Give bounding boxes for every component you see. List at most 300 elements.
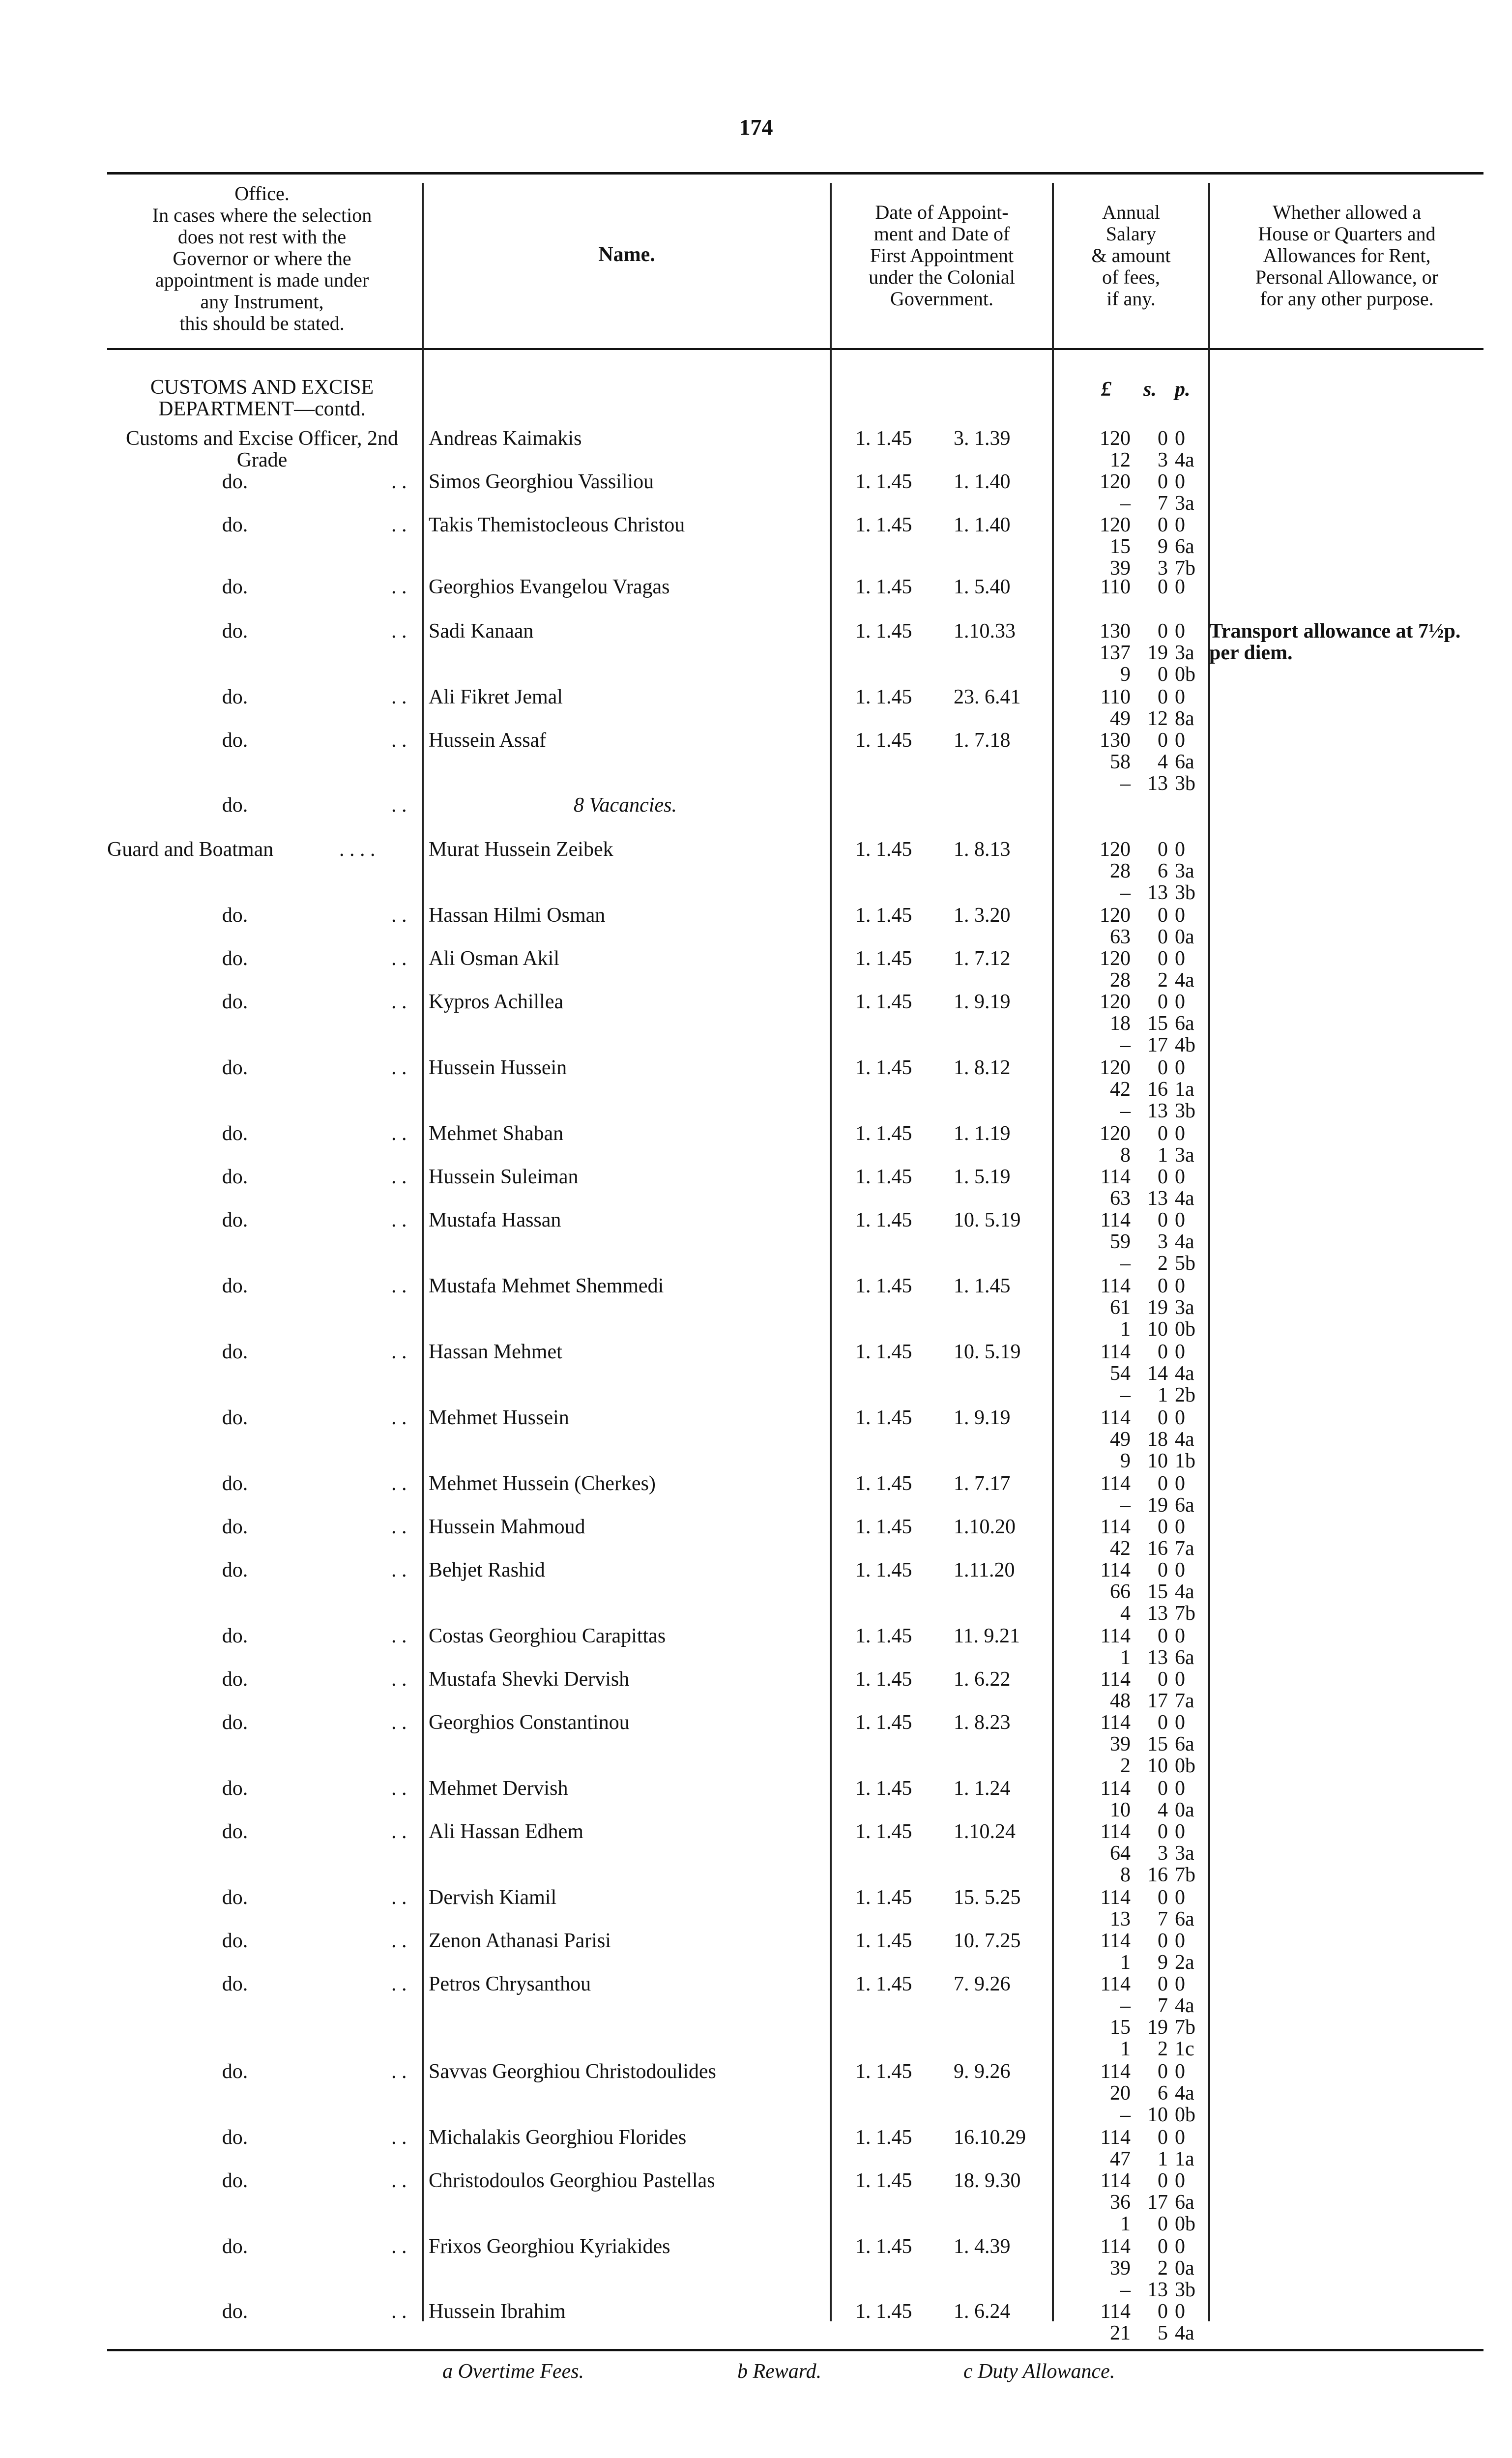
leader-dots: . .	[391, 1472, 407, 1495]
pounds: 15	[1110, 535, 1131, 558]
salary-cell	[1081, 1275, 1209, 1340]
shillings: 14	[1147, 1362, 1168, 1385]
pounds: 114	[1100, 1625, 1131, 1647]
leader-dots: . .	[391, 1275, 407, 1297]
pence: 8a	[1175, 707, 1194, 730]
name-cell: Mehmet Hussein (Cherkes)	[429, 1472, 656, 1495]
salary-line	[1081, 1123, 1209, 1144]
salary-line	[1081, 1887, 1209, 1908]
pence: 0	[1175, 470, 1185, 493]
pence: 0	[1175, 838, 1185, 861]
date-appointment: 1. 1.45	[855, 1516, 912, 1538]
pounds: 48	[1110, 1690, 1131, 1712]
shillings: 0	[1158, 1559, 1168, 1581]
office-cell: do.	[222, 2060, 248, 2083]
leader-dots: . .	[391, 729, 407, 752]
pounds: 66	[1110, 1580, 1131, 1603]
date-first-appointment: 1. 3.20	[954, 904, 1011, 927]
pence: 7a	[1175, 1690, 1194, 1712]
pence: 0b	[1175, 1318, 1195, 1341]
salary-line	[1081, 428, 1209, 449]
pence: 6a	[1175, 2191, 1194, 2214]
office-cell: do.	[222, 1886, 248, 1909]
salary-cell	[1081, 905, 1209, 948]
leader-dots: . .	[391, 2300, 407, 2323]
office-cell: do.	[222, 1209, 248, 1231]
pence: 4a	[1175, 1187, 1194, 1210]
shillings: 6	[1158, 2082, 1168, 2105]
pence: 0	[1175, 1625, 1185, 1647]
salary-line	[1081, 839, 1209, 860]
pounds: 114	[1100, 1406, 1131, 1429]
salary-line	[1081, 1864, 1209, 1886]
name-cell: Mustafa Shevki Dervish	[429, 1668, 630, 1691]
salary-line	[1081, 1079, 1209, 1100]
office-cell: do.	[222, 1820, 248, 1843]
header-name: Name.	[598, 243, 655, 266]
date-appointment: 1. 1.45	[855, 1056, 912, 1079]
office-cell: do.	[222, 576, 248, 598]
pounds: 114	[1100, 1559, 1131, 1581]
name-cell: Ali Fikret Jemal	[429, 686, 563, 708]
shillings: 13	[1147, 881, 1168, 904]
date-first-appointment: 18. 9.30	[954, 2169, 1021, 2192]
pounds: 114	[1100, 1341, 1131, 1363]
pence: 0	[1175, 991, 1185, 1013]
pence: 0	[1175, 2235, 1185, 2258]
pounds: 114	[1100, 2060, 1131, 2083]
pence: 2b	[1175, 1384, 1195, 1406]
pence: 3b	[1175, 2279, 1195, 2301]
pence: 0	[1175, 729, 1185, 752]
pounds: 114	[1100, 1777, 1131, 1800]
shillings: 3	[1158, 1230, 1168, 1253]
date-appointment: 1. 1.45	[855, 991, 912, 1013]
shillings: 13	[1147, 2279, 1168, 2301]
pounds: 114	[1100, 1472, 1131, 1495]
name-cell: Hussein Assaf	[429, 729, 547, 752]
office-cell: do.	[222, 2126, 248, 2149]
leader-dots: . .	[391, 620, 407, 643]
office-cell: do.	[222, 904, 248, 927]
shillings: 0	[1158, 1209, 1168, 1231]
office-cell: do.	[222, 947, 248, 970]
pence: 0	[1175, 1275, 1185, 1297]
pence: 0	[1175, 2126, 1185, 2149]
office-cell: do.	[222, 1472, 248, 1495]
office-cell: do.	[222, 1056, 248, 1079]
pounds: 1	[1120, 1318, 1131, 1341]
shillings: 12	[1147, 707, 1168, 730]
pounds: 64	[1110, 1842, 1131, 1865]
pence: 3a	[1175, 1842, 1194, 1865]
pence: 4a	[1175, 1994, 1194, 2017]
shillings: 4	[1158, 751, 1168, 773]
shillings: 19	[1147, 1296, 1168, 1319]
pence: 0	[1175, 1886, 1185, 1909]
col-rule-2	[830, 183, 832, 2321]
date-first-appointment: 1. 8.13	[954, 838, 1011, 861]
salary-cell	[1081, 1166, 1209, 1209]
page-number: 174	[739, 115, 773, 140]
date-appointment: 1. 1.45	[855, 904, 912, 927]
date-appointment: 1. 1.45	[855, 838, 912, 861]
pence: 0b	[1175, 1755, 1195, 1777]
salary-cell	[1081, 839, 1209, 904]
salary-line	[1081, 1581, 1209, 1603]
date-appointment: 1. 1.45	[855, 1166, 912, 1188]
salary-line	[1081, 2301, 1209, 2322]
pence: 5b	[1175, 1252, 1195, 1275]
date-first-appointment: 9. 9.26	[954, 2060, 1011, 2083]
name-cell: Georghios Constantinou	[429, 1711, 630, 1734]
date-first-appointment: 1.10.20	[954, 1516, 1016, 1538]
pounds: 9	[1120, 663, 1131, 686]
pounds: 114	[1100, 1886, 1131, 1909]
pence: 0	[1175, 1930, 1185, 1952]
date-appointment: 1. 1.45	[855, 2300, 912, 2323]
salary-line	[1081, 2038, 1209, 2060]
salary-line	[1081, 905, 1209, 926]
salary-line	[1081, 1799, 1209, 1821]
salary-cell	[1081, 1887, 1209, 1930]
header-house: Whether allowed a House or Quarters and Allowances for Rent, Personal Allowance, or for any other purpose.	[1255, 201, 1439, 310]
pence: 0	[1175, 1406, 1185, 1429]
table-bottom-rule	[107, 2349, 1483, 2351]
shillings: 17	[1147, 1690, 1168, 1712]
shilling-header: s.	[1143, 378, 1157, 401]
salary-cell	[1081, 1625, 1209, 1668]
salary-line	[1081, 1668, 1209, 1690]
shillings: 9	[1158, 535, 1168, 558]
shillings: 7	[1158, 1994, 1168, 2017]
name-cell: Georghios Evangelou Vragas	[429, 576, 670, 598]
name-cell: Mustafa Hassan	[429, 1209, 561, 1231]
pence: 6a	[1175, 1908, 1194, 1931]
pence: 4a	[1175, 1362, 1194, 1385]
office-cell: do.	[222, 1275, 248, 1297]
salary-line	[1081, 2213, 1209, 2235]
salary-cell	[1081, 1930, 1209, 1973]
office-cell: do.	[222, 470, 248, 493]
salary-line	[1081, 1429, 1209, 1450]
shillings: 10	[1147, 2104, 1168, 2126]
name-cell: Mustafa Mehmet Shemmedi	[429, 1275, 664, 1297]
shillings: 0	[1158, 2060, 1168, 2083]
office-cell: do.	[222, 1559, 248, 1581]
salary-line	[1081, 1821, 1209, 1843]
shillings: 0	[1158, 1516, 1168, 1538]
pounds: 120	[1100, 470, 1131, 493]
salary-cell	[1081, 2170, 1209, 2235]
date-appointment: 1. 1.45	[855, 947, 912, 970]
leader-dots: . .	[391, 1625, 407, 1647]
date-appointment: 1. 1.45	[855, 686, 912, 708]
pence: 4a	[1175, 1580, 1194, 1603]
pounds: 114	[1100, 1711, 1131, 1734]
pence: 1b	[1175, 1450, 1195, 1472]
pounds: 114	[1100, 1166, 1131, 1188]
name-cell: Simos Georghiou Vassiliou	[429, 470, 654, 493]
shillings: 13	[1147, 772, 1168, 795]
pence: 4a	[1175, 1428, 1194, 1451]
salary-line	[1081, 1057, 1209, 1079]
header-date: Date of Appoint- ment and Date of First Appointment under the Colonial Government.	[869, 201, 1015, 310]
pence: 0	[1175, 1122, 1185, 1145]
name-cell: Hussein Ibrahim	[429, 2300, 566, 2323]
pence: 6a	[1175, 1494, 1194, 1517]
shillings: 0	[1158, 2213, 1168, 2235]
pounds: 49	[1110, 707, 1131, 730]
name-cell: Petros Chrysanthou	[429, 1973, 591, 1995]
pence: 1a	[1175, 1078, 1194, 1101]
shillings: 0	[1158, 2126, 1168, 2149]
leader-dots: . .	[391, 1777, 407, 1800]
shillings: 0	[1158, 926, 1168, 948]
leader-dots: . .	[391, 1973, 407, 1995]
shillings: 0	[1158, 1122, 1168, 1145]
office-cell: do.	[222, 1930, 248, 1952]
office-cell: do.	[222, 514, 248, 536]
leader-dots: . .	[391, 904, 407, 927]
shillings: 0	[1158, 991, 1168, 1013]
shillings: 0	[1158, 1668, 1168, 1691]
pounds: 9	[1120, 1450, 1131, 1472]
salary-line	[1081, 2170, 1209, 2192]
salary-line	[1081, 2061, 1209, 2082]
leader-dots: . .	[391, 1056, 407, 1079]
date-first-appointment: 1. 1.19	[954, 1122, 1011, 1145]
salary-line	[1081, 1231, 1209, 1253]
pounds: 130	[1100, 620, 1131, 643]
pence: 4a	[1175, 1230, 1194, 1253]
pounds: 10	[1110, 1799, 1131, 1821]
date-appointment: 1. 1.45	[855, 2235, 912, 2258]
name-cell: Ali Hassan Edhem	[429, 1820, 583, 1843]
salary-line	[1081, 1603, 1209, 1624]
shillings: 5	[1158, 2322, 1168, 2344]
salary-cell	[1081, 1668, 1209, 1712]
name-cell: Takis Themistocleous Christou	[429, 514, 685, 536]
name-cell: Behjet Rashid	[429, 1559, 545, 1581]
date-first-appointment: 1. 5.40	[954, 576, 1011, 598]
pence: 0	[1175, 904, 1185, 927]
name-cell: Andreas Kaimakis	[429, 427, 582, 450]
date-appointment: 1. 1.45	[855, 1209, 912, 1231]
shillings: 0	[1158, 1820, 1168, 1843]
salary-line	[1081, 1733, 1209, 1755]
date-first-appointment: 1. 7.12	[954, 947, 1011, 970]
salary-cell	[1081, 2301, 1209, 2344]
salary-line	[1081, 2017, 1209, 2038]
pounds: 114	[1100, 1668, 1131, 1691]
office-cell: do.	[222, 1341, 248, 1363]
date-first-appointment: 1. 1.45	[954, 1275, 1011, 1297]
pounds: 28	[1110, 969, 1131, 992]
date-first-appointment: 11. 9.21	[954, 1625, 1020, 1647]
shillings: 0	[1158, 663, 1168, 686]
shillings: 0	[1158, 1625, 1168, 1647]
name-cell: Hussein Suleiman	[429, 1166, 579, 1188]
shillings: 17	[1147, 1034, 1168, 1056]
date-appointment: 1. 1.45	[855, 1973, 912, 1995]
shillings: 10	[1147, 1450, 1168, 1472]
pounds: 18	[1110, 1012, 1131, 1035]
pence: 3a	[1175, 860, 1194, 882]
col-rule-3	[1052, 183, 1054, 2321]
shillings: 15	[1147, 1580, 1168, 1603]
salary-line	[1081, 948, 1209, 969]
date-appointment: 1. 1.45	[855, 1711, 912, 1734]
pounds: 4	[1120, 1602, 1131, 1625]
leader-dots: . .	[391, 1209, 407, 1231]
shillings: 1	[1158, 2148, 1168, 2170]
leader-dots: . .	[391, 794, 407, 817]
pounds: 120	[1100, 427, 1131, 450]
pounds: 13	[1110, 1908, 1131, 1931]
pounds: 120	[1100, 904, 1131, 927]
date-appointment: 1. 1.45	[855, 1122, 912, 1145]
leader-dots: . .	[391, 1166, 407, 1188]
pence: 1c	[1175, 2038, 1194, 2060]
salary-line	[1081, 1407, 1209, 1429]
pounds: 114	[1100, 1820, 1131, 1843]
shillings: 16	[1147, 1864, 1168, 1886]
shillings: 15	[1147, 1733, 1168, 1756]
pounds: 110	[1100, 576, 1131, 598]
pounds: 114	[1100, 1209, 1131, 1231]
date-appointment: 1. 1.45	[855, 427, 912, 450]
date-first-appointment: 1.10.33	[954, 620, 1016, 643]
shillings: 13	[1147, 1187, 1168, 1210]
salary-cell	[1081, 428, 1209, 471]
pence: 6a	[1175, 535, 1194, 558]
name-cell: Hussein Mahmoud	[429, 1516, 585, 1538]
pence: 3b	[1175, 1100, 1195, 1122]
date-appointment: 1. 1.45	[855, 470, 912, 493]
pounds: 1	[1120, 1646, 1131, 1669]
shillings: 0	[1158, 729, 1168, 752]
pounds: 49	[1110, 1428, 1131, 1451]
salary-line	[1081, 576, 1209, 598]
salary-cell	[1081, 991, 1209, 1056]
salary-line	[1081, 664, 1209, 685]
salary-line	[1081, 969, 1209, 991]
name-cell: Hussein Hussein	[429, 1056, 567, 1079]
salary-line	[1081, 1995, 1209, 2017]
shillings: 18	[1147, 1428, 1168, 1451]
shillings: 17	[1147, 2191, 1168, 2214]
leader-dots: . .	[391, 2060, 407, 2083]
shillings: 0	[1158, 1886, 1168, 1909]
date-appointment: 1. 1.45	[855, 1668, 912, 1691]
pounds: 8	[1120, 1864, 1131, 1886]
salary-line	[1081, 1647, 1209, 1668]
pounds: 47	[1110, 2148, 1131, 2170]
date-first-appointment: 10. 5.19	[954, 1341, 1021, 1363]
date-appointment: 1. 1.45	[855, 2126, 912, 2149]
salary-line	[1081, 2236, 1209, 2257]
office-cell: do.	[222, 1122, 248, 1145]
leader-dots: . .	[391, 991, 407, 1013]
shillings: 0	[1158, 427, 1168, 450]
date-appointment: 1. 1.45	[855, 1341, 912, 1363]
pence: 0	[1175, 620, 1185, 643]
salary-line	[1081, 860, 1209, 882]
salary-line	[1081, 1712, 1209, 1733]
pounds: –	[1120, 772, 1131, 795]
office-cell: do.	[222, 991, 248, 1013]
shillings: 0	[1158, 1711, 1168, 1734]
shillings: 0	[1158, 1056, 1168, 1079]
shillings: 2	[1158, 2038, 1168, 2060]
name-cell: Sadi Kanaan	[429, 620, 534, 643]
allowance-remark: Transport allowance at 7½p. per diem.	[1209, 620, 1461, 664]
office-cell: do.	[222, 1516, 248, 1538]
leader-dots: . .	[391, 1559, 407, 1581]
office-cell: do.	[222, 1406, 248, 1429]
salary-line	[1081, 1100, 1209, 1122]
salary-line	[1081, 1034, 1209, 1056]
date-first-appointment: 3. 1.39	[954, 427, 1011, 450]
leader-dots: . .	[391, 947, 407, 970]
salary-line	[1081, 1930, 1209, 1952]
salary-line	[1081, 642, 1209, 664]
salary-cell	[1081, 1057, 1209, 1122]
date-appointment: 1. 1.45	[855, 1472, 912, 1495]
pence: 7b	[1175, 1602, 1195, 1625]
shillings: 0	[1158, 576, 1168, 598]
office-cell: Customs and Excise Officer, 2nd Grade	[126, 427, 398, 471]
pounds: 120	[1100, 838, 1131, 861]
date-appointment: 1. 1.45	[855, 514, 912, 536]
date-first-appointment: 1. 9.19	[954, 1406, 1011, 1429]
shillings: 0	[1158, 514, 1168, 536]
date-appointment: 1. 1.45	[855, 1275, 912, 1297]
salary-cell	[1081, 1559, 1209, 1624]
name-cell: Savvas Georghiou Christodoulides	[429, 2060, 716, 2083]
salary-line	[1081, 1973, 1209, 1995]
pounds: 15	[1110, 2016, 1131, 2039]
shillings: 3	[1158, 557, 1168, 580]
pounds: –	[1120, 1100, 1131, 1122]
pound-header: £	[1101, 378, 1111, 401]
date-appointment: 1. 1.45	[855, 1930, 912, 1952]
pence: 0a	[1175, 926, 1194, 948]
pence: 0	[1175, 1472, 1185, 1495]
date-appointment: 1. 1.45	[855, 1820, 912, 1843]
office-cell: do.	[222, 2235, 248, 2258]
salary-line	[1081, 1144, 1209, 1166]
pounds: 39	[1110, 2257, 1131, 2280]
name-cell: Michalakis Georghiou Florides	[429, 2126, 687, 2149]
pounds: –	[1120, 1994, 1131, 2017]
salary-line	[1081, 1755, 1209, 1777]
pounds: 21	[1110, 2322, 1131, 2344]
leader-dots: . .	[391, 2169, 407, 2192]
office-cell: do.	[222, 1973, 248, 1995]
pounds: 39	[1110, 557, 1131, 580]
pounds: 12	[1110, 449, 1131, 471]
pounds: 114	[1100, 1275, 1131, 1297]
pounds: 28	[1110, 860, 1131, 882]
pence: 0	[1175, 2300, 1185, 2323]
pounds: 8	[1120, 1144, 1131, 1167]
pence: 3b	[1175, 881, 1195, 904]
pounds: 120	[1100, 1122, 1131, 1145]
salary-cell	[1081, 730, 1209, 794]
salary-line	[1081, 620, 1209, 642]
